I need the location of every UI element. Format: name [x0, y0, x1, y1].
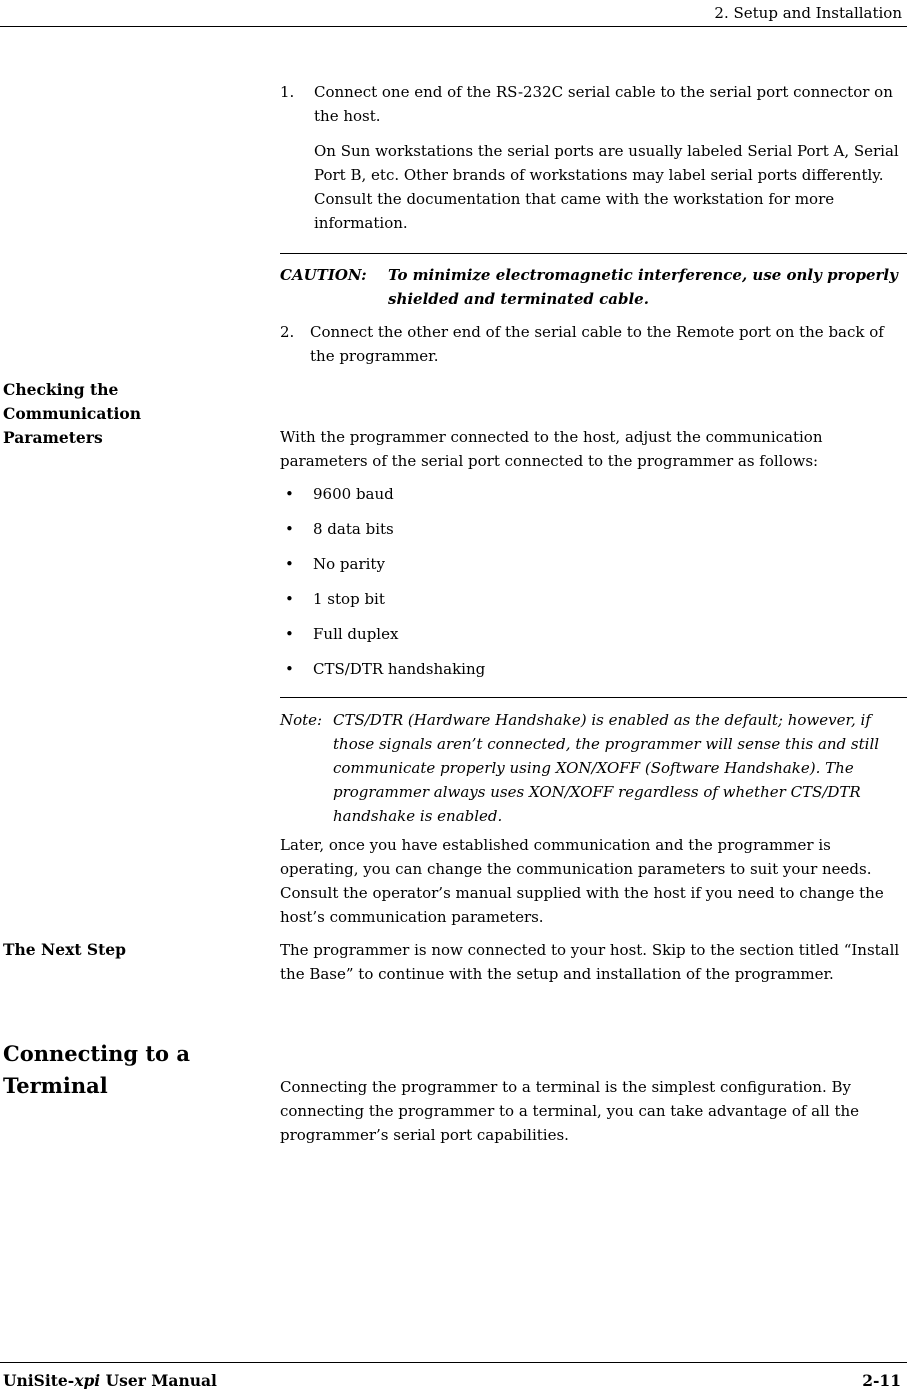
- step-2-number: 2.: [280, 323, 295, 341]
- side-heading-next-step: The Next Step: [3, 940, 126, 959]
- parameter-list: [283, 482, 903, 692]
- list-item: • 1 stop bit: [283, 587, 903, 611]
- list-item: • 8 data bits: [283, 517, 903, 541]
- caution-label: CAUTION:: [280, 266, 367, 284]
- terminal-text: Connecting the programmer to a terminal is the simplest configuration. By connecting the programmer to a terminal, you can take advantage of all the programmer’s serial port capabilities.: [280, 1078, 860, 1144]
- step-1: [280, 80, 907, 128]
- list-item: • CTS/DTR handshaking: [283, 657, 903, 681]
- footer-title-prefix: UniSite-: [3, 1371, 75, 1389]
- footer-manual-title: [0, 1369, 217, 1389]
- step-1-number: 1.: [280, 83, 295, 101]
- note-block: [280, 697, 907, 828]
- footer-title-suffix: User Manual: [100, 1371, 217, 1389]
- next-step-text: The programmer is now connected to your host. Skip to the section titled “Install the Base” to continue with the setup and installation of the programmer.: [280, 941, 900, 983]
- step-1-detail: On Sun workstations the serial ports are usually labeled Serial Port A, Serial Port B, etc. Other brands of workstations may label serial ports differently. Consult the documentation that came with the workstation for more information.: [314, 142, 899, 232]
- checking-closing: Later, once you have established communication and the programmer is operating, you can change the communication parameters to suit your needs. Consult the operator’s manual supplied with the host if you need to change the host’s communication parameters.: [280, 836, 884, 926]
- footer-title-italic: xpi: [74, 1371, 101, 1389]
- checking-intro: With the programmer connected to the host, adjust the communication parameters of the serial port connected to the programmer as follows:: [280, 428, 823, 470]
- list-item: • Full duplex: [283, 622, 903, 646]
- step-1-text: Connect one end of the RS-232C serial cable to the serial port connector on the host.: [314, 83, 893, 125]
- caution-block: [280, 253, 907, 311]
- note-label: Note:: [280, 711, 323, 729]
- header-section-title: 2. Setup and Installation: [714, 4, 902, 22]
- side-heading-checking-parameters: Checking the Communication Parameters: [3, 380, 142, 447]
- step-2: [280, 320, 907, 368]
- list-item: • 9600 baud: [283, 482, 903, 506]
- footer-page-number: 2-11: [862, 1371, 901, 1389]
- page-header: [0, 0, 907, 27]
- side-heading-connecting-terminal: Connecting to a Terminal: [3, 1041, 190, 1098]
- step-2-text: Connect the other end of the serial cable to the Remote port on the back of the programmer.: [310, 323, 884, 365]
- list-item: • No parity: [283, 552, 903, 576]
- caution-text: To minimize electromagnetic interference, use only properly shielded and terminated cable.: [388, 266, 898, 308]
- note-text: CTS/DTR (Hardware Handshake) is enabled as the default; however, if those signals aren’t connected, the programmer will sense this and still communicate properly using XON/XOFF (Software Handshake). The programmer always uses XON/XOFF regardless of whether CTS/DTR handshake is enabled.: [333, 711, 880, 825]
- page-footer: [0, 1362, 907, 1389]
